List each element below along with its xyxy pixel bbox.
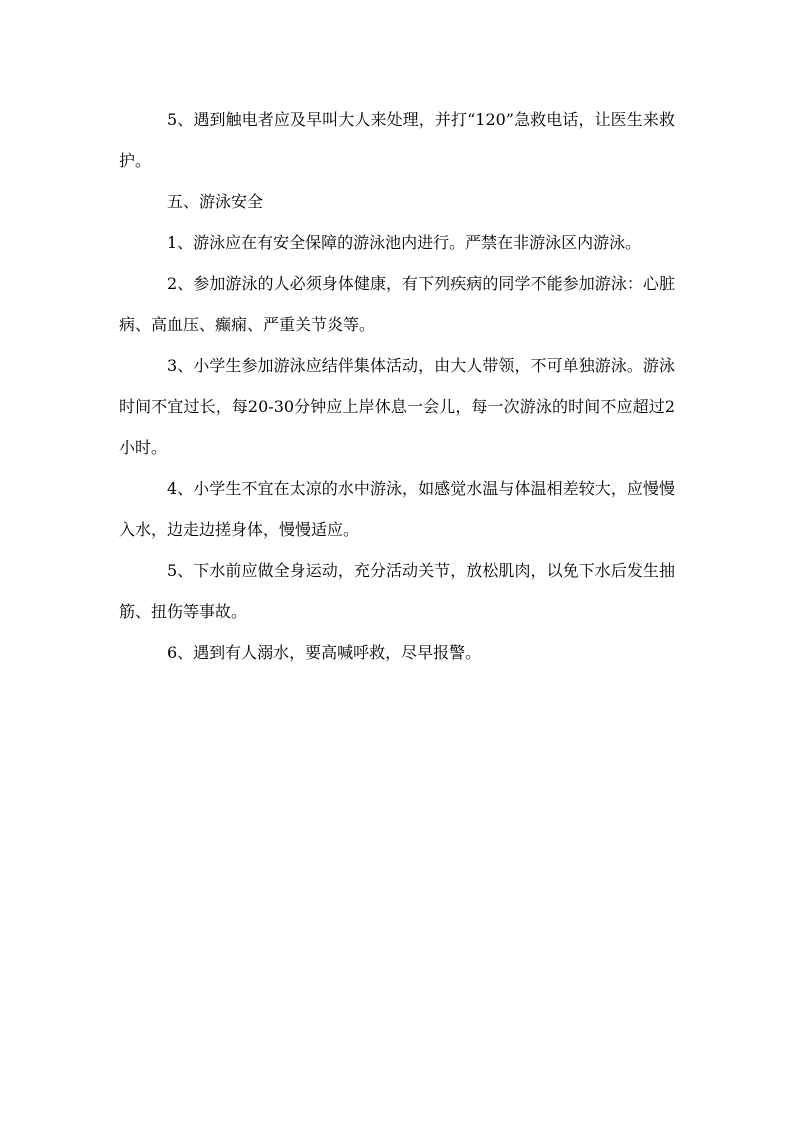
paragraph-swim-in-safe-pool: 1、游泳应在有安全保障的游泳池内进行。严禁在非游泳区内游泳。 [167, 233, 642, 252]
paragraph-health-requirements: 2、参加游泳的人必须身体健康，有下列疾病的同学不能参加游泳：心脏病、高血压、癫痫、严重关节炎等。 [119, 274, 675, 334]
paragraph-water-temperature: 4、小学生不宜在太凉的水中游泳，如感觉水温与体温相差较大，应慢慢入水，边走边搓身体，慢慢适应。 [119, 479, 675, 539]
paragraph-electric-shock-call-120: 5、遇到触电者应及早叫大人来处理，并打“120”急救电话，让医生来救护。 [119, 110, 675, 170]
paragraph-warm-up-exercise: 5、下水前应做全身运动，充分活动关节，放松肌肉，以免下水后发生抽筋、扭伤等事故。 [119, 561, 675, 621]
paragraph-drowning-call-for-help: 6、遇到有人溺水，要高喊呼救，尽早报警。 [167, 643, 482, 662]
document-body [119, 99, 675, 673]
section-heading-swimming-safety: 五、游泳安全 [167, 192, 264, 211]
paragraph-group-activity-time-limit: 3、小学生参加游泳应结伴集体活动，由大人带领，不可单独游泳。游泳时间不宜过长，每20-30分钟应上岸休息一会儿，每一次游泳的时间不应超过2小时。 [119, 356, 675, 457]
